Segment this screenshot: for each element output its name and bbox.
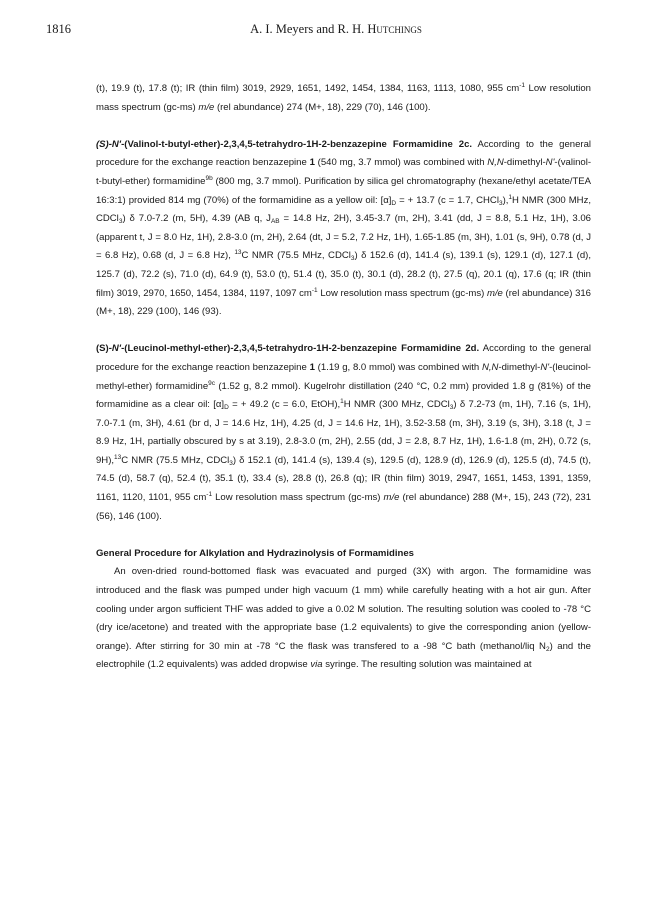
paragraph-compound-2c: (S)-N'-(Valinol-t-butyl-ether)-2,3,4,5-tetrahydro-1H-2-benzazepine Formamidine 2c. According to the general procedure for the exchange reaction benzazepine 1 (540 mg, 3.7 mmol) was combined with N,N-dimethyl-N'-(valinol-t-butyl-ether) formamidine$^{9b}$ (800 mg, 3.7 mmol). Purification by silica gel chromatography (hexane/ethyl acetate/TEA 16:3:1) provided 814 mg (70%) of the formamidine as a yellow oil: $[\alpha]_D$ = + 13.7 (c = 1.7, CHCl$_3$),$^1$H NMR (300 MHz, CDCl$_3$) δ 7.0-7.2 (m, 5H), 4.39 (AB q, $J_{AB} = 14.8$ Hz, 2H), 3.45-3.7 (m, 2H), 3.41 (dd, J = 8.8, 5.1 Hz, 1H), 3.06 (apparent t, J = 8.0 Hz, 1H), 2.8-3.0 (m, 2H), 2.64 (dt, J = 5.2, 7.2 Hz, 1H), 1.65-1.85 (m, 3H), 1.01 (s, 9H), 0.78 (d, J = 6.8 Hz), 0.68 (d, J = 6.8 Hz), $^{13}$C NMR (75.5 MHz, CDCl$_3$) δ 152.6 (d), 141.4 (s), 139.1 (s), 129.1 (d), 127.1 (d), 125.7 (d), 72.2 (s), 71.0 (d), 64.9 (t), 53.0 (t), 51.4 (t), 35.0 (t), 30.1 (d), 28.2 (t), 27.5 (q), 20.1 (q), 17.6 (q; IR (thin film) 3019, 2970, 1650, 1454, 1384, 1197, 1097 $cm^{-1}$ Low resolution mass spectrum (gc-ms) m/e (rel abundance) 316 (M+, 18), 229 (100), 146 (93). xyxy=(96,138,592,318)
section-heading: General Procedure for Alkylation and Hydrazinolysis of Formamidines xyxy=(96,547,414,559)
paragraph-compound-2d: (S)-N'-(Leucinol-methyl-ether)-2,3,4,5-tetrahydro-1H-2-benzazepine Formamidine 2d. According to the general procedure for the exchange reaction benzazepine 1 (1.19 g, 8.0 mmol) was combined with N,N-dimethyl-N'-(leucinol-methyl-ether) formamidine$^{9c}$ (1.52 g, 8.2 mmol). Kugelrohr distillation (240 °C, 0.2 mm) provided 1.8 g (81%) of the formamidine as a clear oil: $[\alpha]_D$ = + 49.2 (c = 6.0, EtOH),$^1$H NMR (300 MHz, CDCl$_3$) δ 7.2-73 (m, 1H), 7.16 (s, 1H), 7.0-7.1 (m, 3H), 4.61 (br d, J = 14.6 Hz, 1H), 4.25 (d, J = 14.6 Hz, 1H), 3.52-3.58 (m, 3H), 3.19 (s, 3H), 3.18 (t, J = 8.9 Hz, 1H, partially obscured by s at 3.19), 2.8-3.0 (m, 2H), 2.55 (dd, J = 2.8, 8.7 Hz, 1H), 1.6-1.8 (m, 2H), 0.72 (s, 9H),$^{13}$C NMR (75.5 MHz, CDCl$_3$) δ 152.1 (d), 141.4 (s), 139.4 (s), 129.5 (d), 128.9 (d), 126.9 (d), 125.5 (d), 74.5 (t), 74.5 (d), 58.7 (q), 52.4 (t), 35.1 (t), 33.4 (s), 28.8 (t), 26.8 (q); IR (thin film) 3019, 2947, 1651, 1453, 1391, 1359, 1161, 1120, 1101, 955 $cm^{-1}$ Low resolution mass spectrum (gc-ms) m/e (rel abundance) 288 (M+, 15), 243 (72), 231 (56), 146 (100). xyxy=(96,343,592,522)
body-text xyxy=(96,80,591,675)
paragraph-continuation: (t), 19.9 (t), 17.8 (t); IR (thin film) 3019, 2929, 1651, 1492, 1454, 1384, 1163, 1113, 1080, 955 $cm^{-1}$ Low resolution mass spectrum (gc-ms) m/e (rel abundance) 274 (M+, 18), 229 (70), 146 (100). xyxy=(96,82,591,113)
page-header xyxy=(46,22,626,38)
paragraph-gap xyxy=(96,117,591,136)
paragraph-gap xyxy=(96,526,591,545)
running-head-authors: A. I. Meyers and R. H. xyxy=(250,22,368,36)
running-head xyxy=(46,22,626,37)
page-number: 1816 xyxy=(46,22,71,36)
compound-2d-title: (S)-N'-(Leucinol-methyl-ether)-2,3,4,5-tetrahydro-1H-2-benzazepine Formamidine 2d. xyxy=(96,343,480,355)
paragraph-general-procedure: An oven-dried round-bottomed flask was evacuated and purged (3X) with argon. The formamidine was introduced and the flask was pumped under high vacuum (1 mm) while carefully heating with a hot air gun. After cooling under argon sufficient THF was added to give a 0.02 M solution. The resulting solution was cooled to -78 °C (dry ice/acetone) and treated with the appropriate base (1.2 equivalents) to give the corresponding anion (yellow-orange). After stirring for 30 min at -78 °C the flask was transfered to a -98 °C bath (methanol/liq $N_2$) and the electrophile (1.2 equivalents) was added dropwise via syringe. The resulting solution was maintained at xyxy=(96,566,591,671)
compound-2c-title: (S)-N'-(Valinol-t-butyl-ether)-2,3,4,5-tetrahydro-1H-2-benzazepine Formamidine 2c. xyxy=(96,138,473,150)
paragraph-gap xyxy=(96,322,591,341)
running-head-authors-smallcaps: Hutchings xyxy=(367,22,422,36)
